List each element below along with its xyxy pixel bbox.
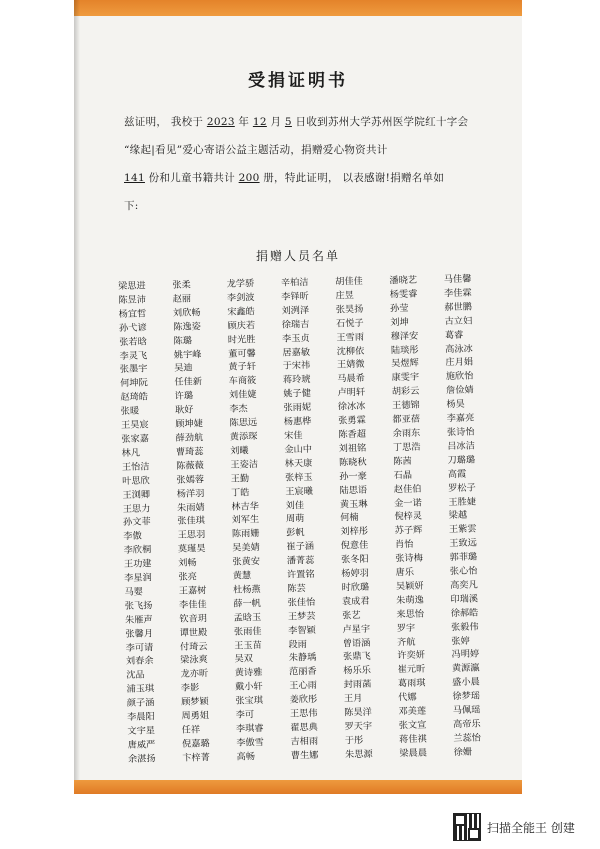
- donor-name: 卞梓菁: [182, 751, 210, 764]
- donor-name: 杜杨燕: [232, 584, 261, 596]
- donor-name: 孟晗玉: [233, 611, 262, 624]
- donor-name: 张飞扬: [124, 600, 153, 612]
- donor-name: 沈柳依: [336, 345, 365, 357]
- donor-name: 顾坤婕: [175, 418, 203, 430]
- donor-name: 王婧微: [336, 359, 365, 371]
- donor-name: 薛劲航: [175, 432, 204, 444]
- donor-name: 倪嘉璐: [181, 738, 210, 750]
- donor-name: 曾语涵: [342, 637, 371, 649]
- donor-name: 胡彩云: [391, 385, 420, 398]
- donor-name: 陈茜: [393, 455, 412, 468]
- donor-name: 蒋佳祺: [398, 733, 427, 746]
- donor-name: 周勇姐: [181, 710, 210, 722]
- donor-name: 张暖: [120, 405, 140, 418]
- donor-name: 王思力: [122, 502, 151, 515]
- donor-name: 范丽香: [288, 666, 317, 678]
- donor-name: 詹俭婧: [445, 384, 474, 397]
- donor-name: 张文宣: [398, 719, 427, 732]
- donor-name: 朱静瑀: [288, 652, 317, 664]
- donor-name: 丁思浩: [392, 441, 421, 454]
- donor-name: 朱雁声: [125, 614, 153, 626]
- donor-name: 邓美莲: [398, 705, 427, 718]
- donor-name: 刘坤: [390, 316, 409, 329]
- year-value: 2023: [206, 116, 235, 128]
- bottom-orange-band: [74, 780, 522, 794]
- donor-name: 庄月娟: [445, 357, 474, 369]
- donor-name: 李可: [235, 709, 255, 721]
- donor-name: 黄玉琳: [339, 498, 368, 510]
- donor-name: 庄昱: [335, 289, 355, 302]
- donor-name: 杨雯睿: [389, 288, 418, 301]
- donor-name: 李铎昕: [281, 290, 309, 303]
- donor-name: 康雯宇: [391, 372, 420, 384]
- donor-name: 朱思源: [345, 748, 373, 761]
- donor-name: 陈逸姿: [173, 320, 201, 333]
- donor-name: 葛雨琪: [397, 677, 426, 690]
- donor-name: 高畅: [236, 751, 256, 763]
- donor-name: 曹生娜: [290, 749, 319, 762]
- donor-name: 石悦子: [335, 317, 364, 330]
- donor-name: 于彤: [344, 734, 364, 747]
- donor-name: 黄添琛: [229, 431, 258, 443]
- donor-name: 耿好: [174, 404, 194, 416]
- day-value: 5: [284, 116, 292, 128]
- donor-name: 颜子涵: [126, 697, 155, 710]
- donor-name: 马晨希: [337, 373, 365, 385]
- donor-name: 曹琦蕊: [175, 446, 204, 458]
- donor-name: 穆泽安: [390, 330, 419, 342]
- donor-name: 李晨阳: [127, 711, 155, 723]
- donor-name: 吕冰洁: [447, 440, 475, 453]
- donor-name: 王姿洁: [230, 458, 259, 471]
- donor-name: 胡佳佳: [335, 275, 363, 288]
- donor-name: 王雪雨: [336, 331, 365, 344]
- donor-name: 倪梓灵: [394, 511, 423, 523]
- donor-name: 倪意佳: [340, 540, 369, 552]
- donor-name: 陈雨姗: [231, 528, 260, 540]
- donor-name: 李灵飞: [119, 349, 148, 362]
- donor-name: 李星润: [124, 572, 152, 584]
- donor-name: 孙弋谚: [118, 322, 147, 334]
- donor-name: 李智颖: [288, 624, 316, 637]
- donor-name: 张柔: [172, 279, 191, 291]
- donor-name: 孙文菲: [122, 516, 151, 529]
- donor-name: 丁皓: [230, 486, 250, 499]
- donor-name: 陈香超: [338, 428, 367, 441]
- donor-name: 张黄安: [232, 556, 261, 568]
- donor-name: 陈璐: [173, 335, 193, 347]
- donor-name: 马佩瑶: [452, 704, 481, 717]
- donor-name: 吴颖妍: [395, 580, 424, 593]
- donor-name: 王思羽: [177, 529, 206, 542]
- donor-name: 葛睿: [444, 329, 464, 341]
- donor-name: 陈昱沛: [118, 294, 147, 306]
- donor-name: 罗天宇: [344, 720, 373, 733]
- donor-name: 张心怡: [449, 565, 478, 578]
- donor-name: 任佳新: [174, 376, 203, 389]
- donor-name: 肖怡: [394, 539, 414, 551]
- donor-name: 吉相雨: [290, 735, 319, 748]
- donor-name: 张雨佳: [233, 625, 262, 638]
- donor-name: 潘菁蕊: [286, 555, 315, 567]
- donor-name: 印瑞溪: [450, 593, 479, 605]
- donor-name: 金一诺: [394, 497, 422, 509]
- donor-name: 赵佳伯: [393, 483, 422, 495]
- donor-name: 李影: [180, 682, 200, 695]
- donor-name: 古立妇: [444, 315, 473, 327]
- donor-name: 刘军生: [231, 514, 260, 527]
- donor-name: 任祥: [181, 724, 201, 736]
- donor-name: 林吉华: [231, 500, 260, 513]
- donor-name: 李佳霖: [443, 287, 472, 300]
- donor-name: 刘曦: [230, 445, 249, 457]
- donor-name: 吴煜辉: [391, 358, 419, 370]
- donor-name: 何坤阮: [120, 377, 148, 390]
- donor-name: 张家嘉: [121, 433, 150, 445]
- donor-name: 张勇霖: [338, 414, 366, 427]
- donor-name: 时欣璐: [341, 581, 370, 594]
- donor-name: 姚宇峰: [173, 348, 202, 361]
- donor-name: 刀璐璐: [447, 454, 476, 466]
- top-orange-band: [74, 0, 522, 16]
- donor-name: 蒋玲琥: [282, 374, 311, 386]
- donor-name: 王勤: [230, 472, 250, 485]
- donor-name: 兰蕊怡: [453, 732, 482, 744]
- donor-name: 龙学骄: [226, 278, 255, 290]
- donor-name: 黄诗雅: [234, 667, 263, 680]
- donor-name: 许璐: [174, 390, 194, 403]
- donor-name: 薛一帆: [233, 597, 262, 610]
- books-count: 200: [238, 172, 260, 184]
- donor-name: 封雨菡: [343, 679, 372, 691]
- donor-name: 齐航: [396, 636, 416, 648]
- donor-name-grid: [118, 272, 508, 767]
- donor-name: 刘洌泽: [281, 304, 310, 317]
- donor-name: 姜欣彤: [289, 694, 318, 706]
- donor-name: 施欣怡: [445, 370, 474, 383]
- donor-name: 赵丽: [172, 293, 192, 305]
- donor-name: 代娜: [398, 692, 417, 704]
- donor-name: 刘佳: [285, 499, 305, 512]
- donor-name: 杨宜哲: [118, 308, 147, 320]
- body-line1-a: 兹证明， 我校于: [124, 116, 207, 128]
- donor-name: 张鼎飞: [342, 651, 371, 663]
- donor-name: 卢星宇: [342, 623, 371, 636]
- document-title: 受捐证明书: [248, 71, 348, 91]
- donor-name: 杨洋羽: [176, 487, 205, 500]
- donor-name: 王德锦: [392, 399, 420, 412]
- donor-name: 黄源瀛: [451, 662, 480, 675]
- donor-name: 张梓玉: [284, 471, 313, 484]
- donor-name: 周萌: [285, 513, 305, 525]
- donor-name: 高霞: [447, 468, 467, 480]
- donor-name: 叶思欣: [122, 475, 150, 487]
- donor-name: 李欣桐: [123, 544, 152, 557]
- donor-name: 王怡洁: [121, 461, 150, 473]
- watermark-text: 扫描全能王 创建: [487, 820, 575, 835]
- donor-name: 张佳怡: [287, 596, 316, 609]
- donor-name: 高帝乐: [452, 718, 481, 731]
- donor-name: 刘畅: [178, 557, 197, 569]
- body-line1-c: 月: [266, 116, 285, 128]
- left-edge-shadow: [74, 0, 80, 794]
- donor-name: 张毅伟: [450, 621, 479, 633]
- donor-name: 王嘉树: [178, 585, 207, 597]
- donor-name: 张雨妮: [283, 402, 312, 414]
- donor-name: 戴小轩: [235, 681, 263, 693]
- donor-name: 王浏卿: [122, 488, 151, 501]
- donor-name: 徐姗: [453, 746, 473, 758]
- donor-name: 朱萌逸: [396, 594, 424, 607]
- scanned-page: [74, 0, 522, 794]
- qr-code-icon: [453, 813, 481, 841]
- donor-name: 张宝琪: [235, 695, 264, 707]
- donor-name: 顾梦颖: [181, 696, 209, 708]
- donor-name: 黄子轩: [228, 361, 257, 374]
- donor-name: 罗松子: [448, 482, 476, 494]
- donor-name: 陈昊洋: [344, 706, 372, 719]
- donor-name: 刘春余: [125, 655, 154, 668]
- donor-name: 王梦芸: [287, 610, 316, 623]
- donor-name: 刘祖铭: [338, 442, 367, 455]
- donor-name: 张冬阳: [340, 553, 369, 566]
- donor-name: 张诗怡: [446, 426, 475, 439]
- donor-name: 莫瑾昊: [177, 543, 206, 556]
- donor-name: 刘佳婕: [228, 389, 257, 401]
- scanner-watermark: [453, 812, 593, 842]
- donor-name: 石晶: [393, 469, 413, 481]
- donor-name: 李可请: [125, 641, 154, 654]
- donor-name: 余雨东: [392, 427, 421, 440]
- donor-name: 王功建: [123, 558, 152, 571]
- body-line1-d: 日收到苏州大学苏州医学院红十字会: [291, 116, 469, 128]
- donor-name: 徐瑞吉: [281, 318, 310, 331]
- donor-name: 张昊扬: [335, 303, 364, 316]
- donor-name: 罗宇: [396, 622, 416, 634]
- donor-name: 龙亦昕: [180, 668, 209, 681]
- donor-name: 陆琰彤: [390, 344, 419, 356]
- donor-name: 王胜婕: [448, 496, 477, 508]
- donor-name: 车商筱: [228, 375, 257, 388]
- donor-name: 吴双: [234, 653, 254, 666]
- donor-name: 徐冰冰: [337, 401, 366, 413]
- donor-name: 刘梓彤: [340, 526, 369, 538]
- donor-name: 卢明轩: [337, 387, 366, 399]
- donor-name: 董可馨: [228, 347, 256, 360]
- donor-name: 张墨宇: [119, 363, 148, 376]
- donor-name: 都亚蓓: [392, 413, 421, 426]
- donor-name: 浦玉琪: [126, 683, 155, 696]
- donor-name: 许奕妍: [397, 650, 426, 662]
- donor-name: 张佳琪: [177, 515, 206, 528]
- donor-name: 梁思进: [118, 280, 146, 292]
- donor-list-title: 捐赠人员名单: [255, 249, 340, 263]
- donor-name: 张馨月: [125, 628, 154, 640]
- donor-name: 辛柏洁: [280, 277, 309, 289]
- donor-name: 张诗梅: [395, 552, 423, 565]
- donor-name: 高泳冰: [445, 343, 473, 355]
- donor-name: 李琪睿: [235, 723, 264, 735]
- donor-name: 何楠: [340, 512, 359, 524]
- donor-name: 杨惠桦: [283, 416, 312, 428]
- donor-name: 李玉贞: [281, 332, 310, 345]
- donor-name: 余湛扬: [127, 753, 156, 765]
- donor-name: 时光胜: [227, 333, 256, 346]
- donor-name: 王心雨: [289, 680, 318, 692]
- donor-name: 马佳馨: [443, 273, 472, 286]
- donor-name: 孙莹: [389, 302, 409, 315]
- donor-name: 林凡: [121, 447, 141, 459]
- donor-name: 许置铭: [286, 568, 315, 581]
- supplies-count: 141: [124, 172, 145, 184]
- body-line1-b: 年: [234, 116, 253, 128]
- donor-name: 马婴: [124, 586, 144, 598]
- donor-name: 孙一豪: [339, 470, 367, 483]
- donor-name: 王昊宸: [120, 419, 149, 432]
- donor-name: 沈品: [126, 669, 145, 682]
- donor-name: 张婷: [451, 635, 470, 647]
- donor-name: 张亮: [178, 571, 198, 583]
- certificate-body: [124, 108, 486, 220]
- donor-name: 梁越: [448, 510, 468, 522]
- donor-name: 金山中: [284, 443, 313, 456]
- donor-name: 陈思远: [229, 417, 258, 429]
- donor-name: 翟思典: [290, 721, 318, 734]
- donor-name: 梁泳爽: [180, 654, 208, 667]
- month-value: 12: [252, 116, 267, 128]
- donor-name: 钦音玥: [179, 612, 208, 625]
- donor-name: 付琦云: [179, 640, 208, 653]
- donor-name: 吴美婧: [232, 542, 260, 554]
- donor-name: 朱雨婧: [176, 501, 205, 514]
- donor-name: 苏子辉: [394, 524, 423, 537]
- donor-name: 林天康: [284, 457, 313, 470]
- donor-name: 李嘉亮: [446, 412, 475, 425]
- donor-name: 彭帆: [286, 527, 305, 539]
- donor-name: 文宇星: [127, 725, 156, 737]
- donor-name: 郭菲璐: [449, 551, 478, 564]
- donor-name: 王宸曦: [285, 485, 313, 498]
- donor-name: 张艺: [342, 609, 361, 622]
- donor-name: 潘晓艺: [389, 274, 418, 287]
- donor-name: 崔元昕: [397, 664, 426, 676]
- donor-name: 刘欣畅: [172, 307, 201, 319]
- donor-name: 王紫雲: [448, 523, 477, 536]
- donor-name: 张嫣蓉: [176, 473, 205, 486]
- body-line4: 下:: [124, 200, 139, 212]
- donor-name: 居嘉敏: [282, 346, 311, 359]
- donor-name: 杨昊: [446, 398, 465, 411]
- body-line3-a: 份和儿童书籍共计: [144, 172, 239, 184]
- donor-name: 宋佳: [284, 430, 303, 442]
- donor-name: 谭世殿: [179, 626, 208, 639]
- donor-name: 高奕凡: [450, 579, 478, 592]
- donor-name: 李剑波: [226, 292, 255, 304]
- donor-name: 李傲雪: [236, 736, 264, 749]
- donor-name: 赵琦皓: [120, 391, 149, 404]
- body-line3-b: 册，特此证明， 以表感谢!捐赠名单如: [259, 172, 445, 184]
- donor-name: 郝世鹏: [444, 301, 473, 313]
- donor-name: 杨婷羽: [341, 567, 370, 580]
- donor-name: 吴迪: [174, 362, 193, 375]
- donor-name: 李傲: [123, 530, 142, 543]
- donor-name: 王致远: [449, 537, 477, 550]
- donor-name: 梁晨晨: [399, 747, 428, 760]
- donor-name: 陈薇薇: [176, 460, 204, 472]
- donor-name: 冯明婷: [451, 648, 480, 661]
- donor-name: 陈晓秋: [338, 456, 367, 469]
- donor-name: 王思伟: [289, 708, 318, 720]
- donor-name: 来思怡: [396, 608, 425, 620]
- donor-name: 姚子健: [283, 388, 311, 400]
- donor-name: 陆思语: [339, 484, 368, 496]
- donor-name: 李佳佳: [178, 599, 207, 611]
- donor-name: 王月: [343, 693, 363, 705]
- donor-name: 徐郝皓: [450, 607, 479, 619]
- body-line2: “缘起|看见”爱心寄语公益主题活动，捐赠爱心物资共计: [124, 144, 388, 156]
- donor-name: 唐乐: [395, 566, 415, 579]
- donor-name: 王玉苗: [234, 639, 262, 652]
- donor-name: 袁成君: [341, 595, 370, 608]
- donor-name: 张若晗: [119, 336, 147, 348]
- donor-name: 盛小晨: [452, 676, 480, 689]
- donor-name: 陈芸: [287, 583, 306, 595]
- donor-name: 崔子涵: [286, 541, 315, 553]
- donor-name: 于宋祎: [282, 360, 311, 373]
- donor-name: 顾庆若: [227, 319, 256, 332]
- donor-name: 宋鑫皓: [227, 305, 255, 318]
- donor-name: 段雨: [288, 638, 308, 651]
- donor-name: 黄慧: [232, 570, 252, 582]
- donor-name: 徐梦瑶: [452, 690, 481, 703]
- donor-name: 杨乐乐: [343, 665, 372, 677]
- donor-name: 唐威严: [127, 739, 156, 751]
- donor-name: 李杰: [229, 403, 248, 415]
